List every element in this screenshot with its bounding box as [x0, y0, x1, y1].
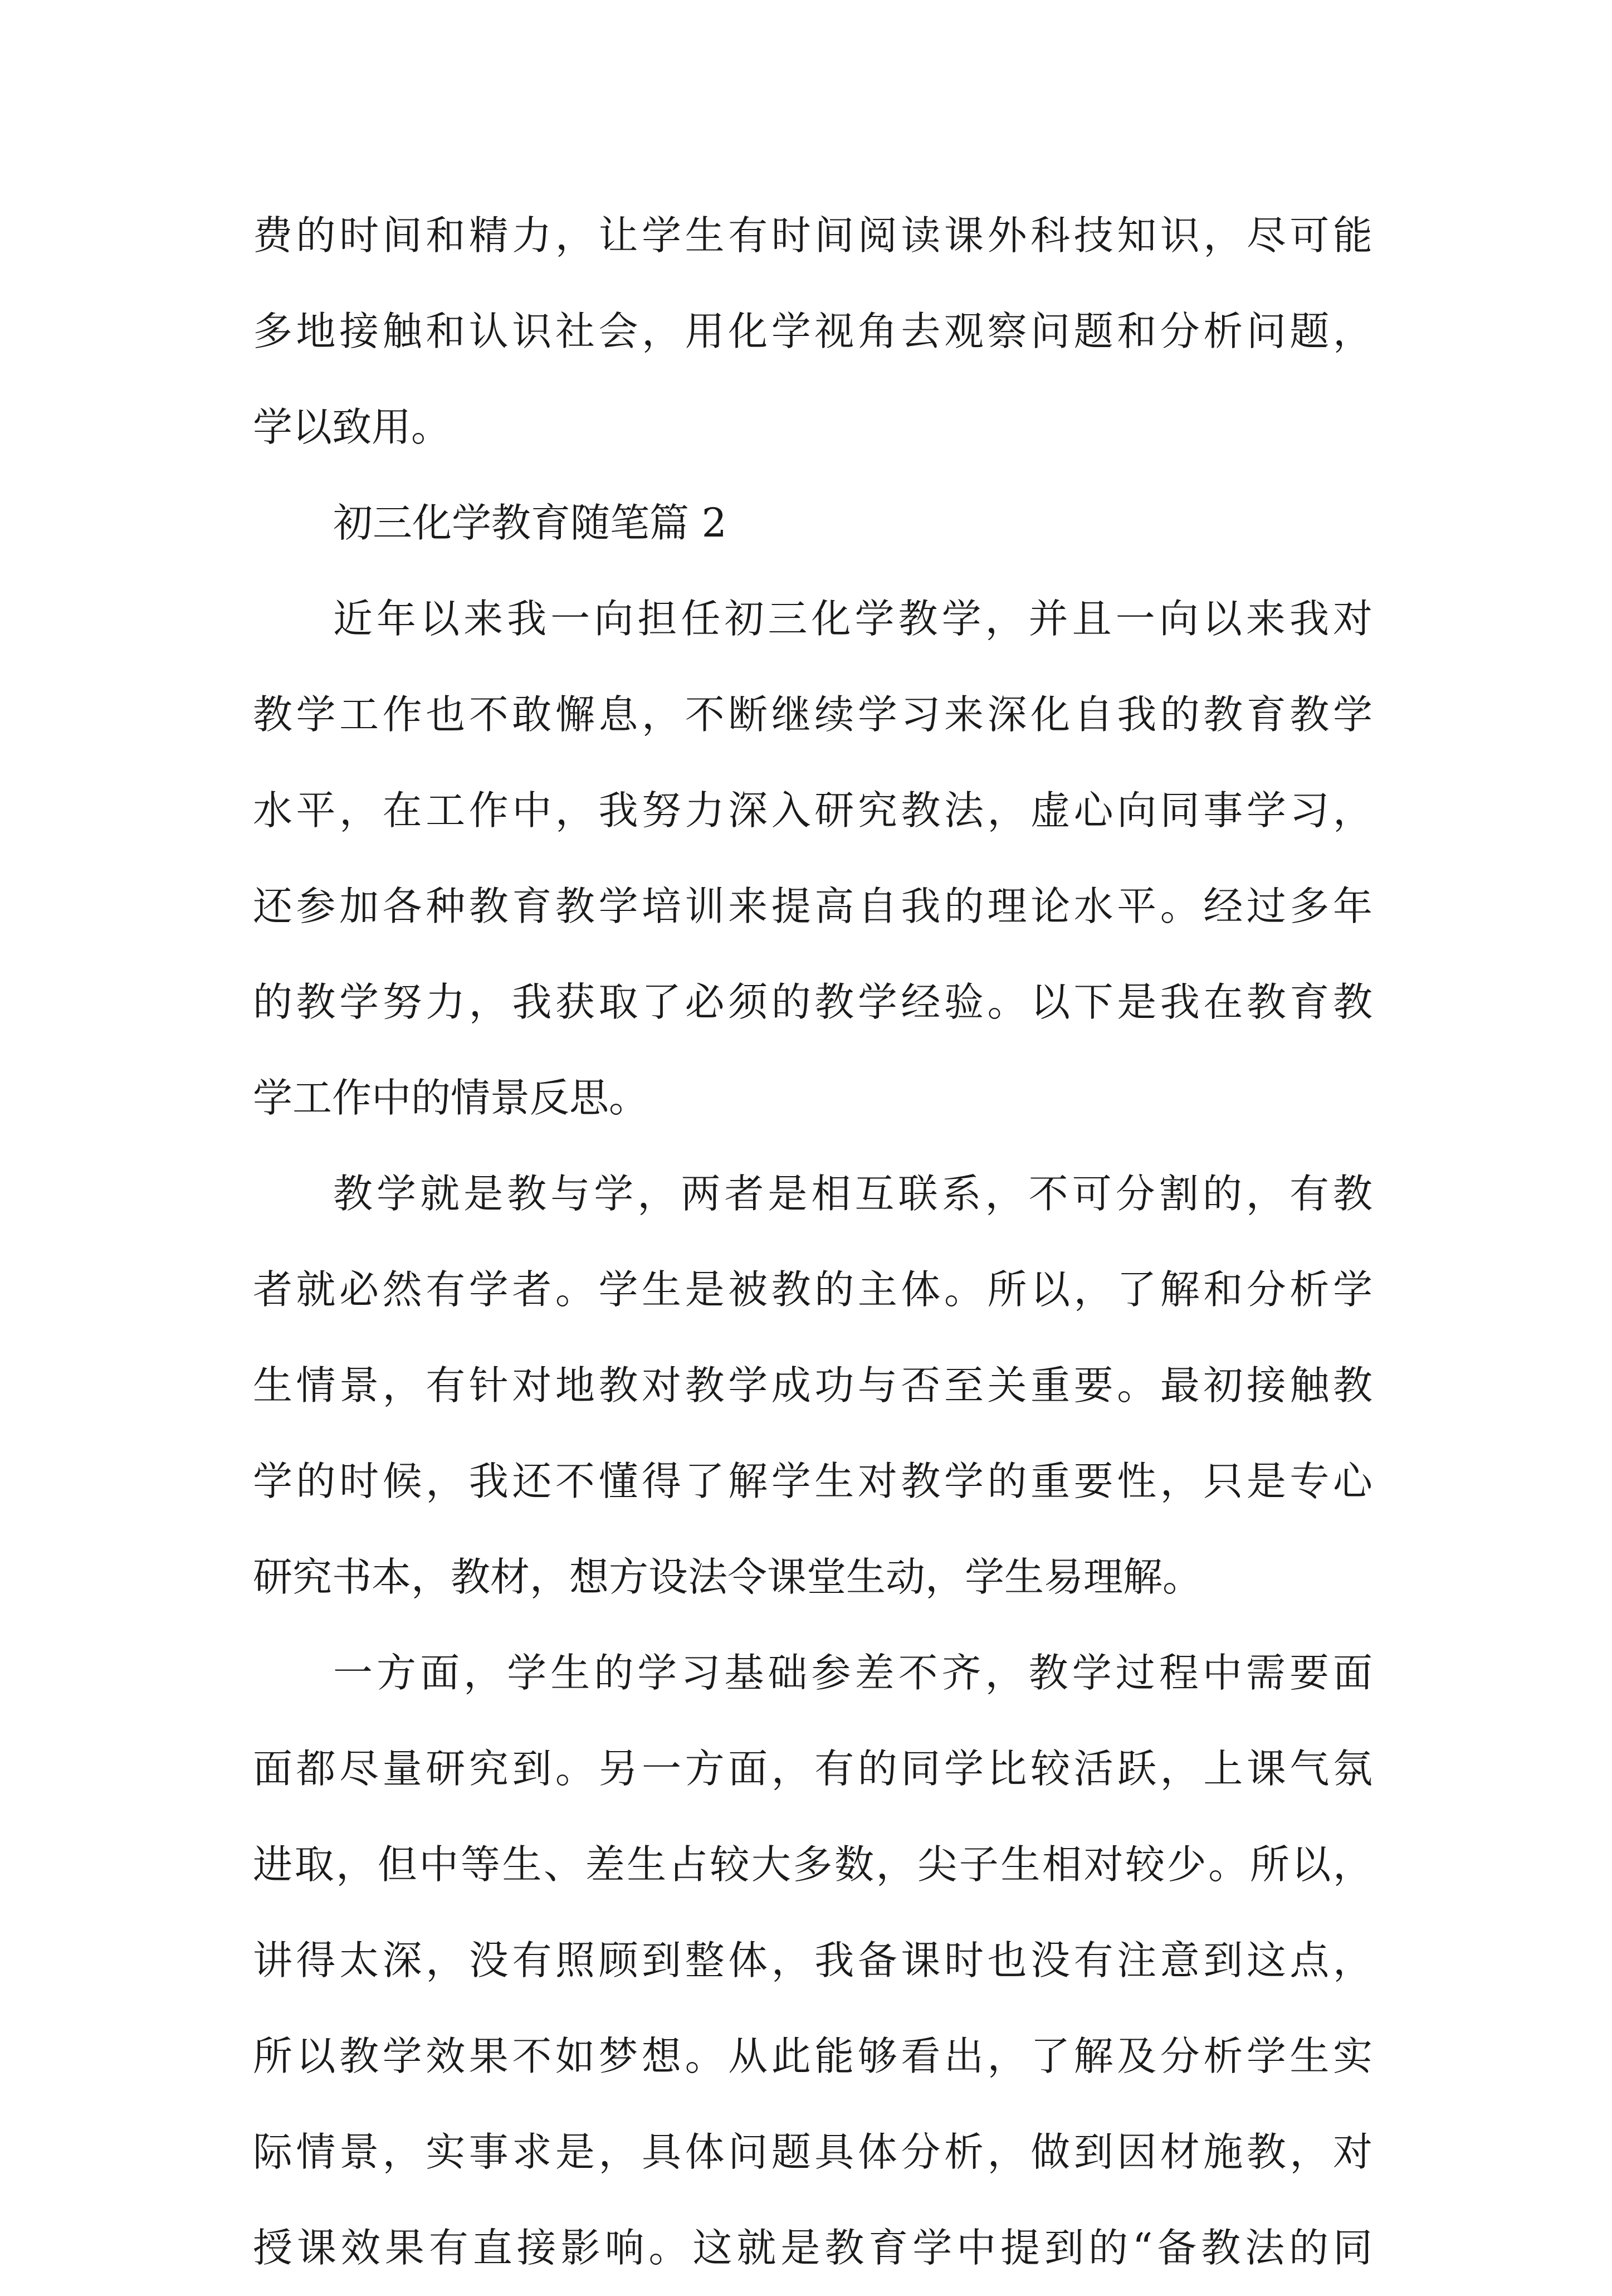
text-line: 讲得太深，没有照顾到整体，我备课时也没有注意到这点， [253, 1937, 1372, 1983]
text-line: 者就必然有学者。学生是被教的主体。所以，了解和分析学 [253, 1266, 1372, 1313]
text-line: 进取，但中等生、差生占较大多数，尖子生相对较少。所以， [253, 1841, 1372, 1888]
text-line: 水平，在工作中，我努力深入研究教法，虚心向同事学习， [253, 787, 1372, 833]
text-line: 学以致用。 [253, 404, 451, 450]
text-line: 教学就是教与学，两者是相互联系，不可分割的，有教 [333, 1171, 1372, 1217]
text-line: 一方面，学生的学习基础参差不齐，教学过程中需要面 [333, 1650, 1372, 1696]
text-line: 所以教学效果不如梦想。从此能够看出，了解及分析学生实 [253, 2033, 1372, 2079]
text-line: 面都尽量研究到。另一方面，有的同学比较活跃，上课气氛 [253, 1746, 1372, 1792]
text-line: 近年以来我一向担任初三化学教学，并且一向以来我对 [333, 596, 1372, 642]
text-line: 际情景，实事求是，具体问题具体分析，做到因材施教，对 [253, 2129, 1372, 2175]
text-line: 教学工作也不敢懈息，不断继续学习来深化自我的教育教学 [253, 691, 1372, 738]
section-heading: 初三化学教育随笔篇 2 [333, 500, 727, 546]
text-line: 生情景，有针对地教对教学成功与否至关重要。最初接触教 [253, 1362, 1372, 1408]
text-line: 授课效果有直接影响。这就是教育学中提到的“备教法的同 [253, 2225, 1372, 2271]
text-line: 学工作中的情景反思。 [253, 1075, 649, 1121]
text-line: 的教学努力，我获取了必须的教学经验。以下是我在教育教 [253, 979, 1372, 1025]
text-line: 学的时候，我还不懂得了解学生对教学的重要性，只是专心 [253, 1458, 1372, 1504]
text-line: 研究书本，教材，想方设法令课堂生动，学生易理解。 [253, 1554, 1203, 1600]
text-line: 多地接触和认识社会，用化学视角去观察问题和分析问题， [253, 308, 1372, 354]
text-line: 还参加各种教育教学培训来提高自我的理论水平。经过多年 [253, 883, 1372, 929]
text-line: 费的时间和精力，让学生有时间阅读课外科技知识，尽可能 [253, 212, 1372, 259]
